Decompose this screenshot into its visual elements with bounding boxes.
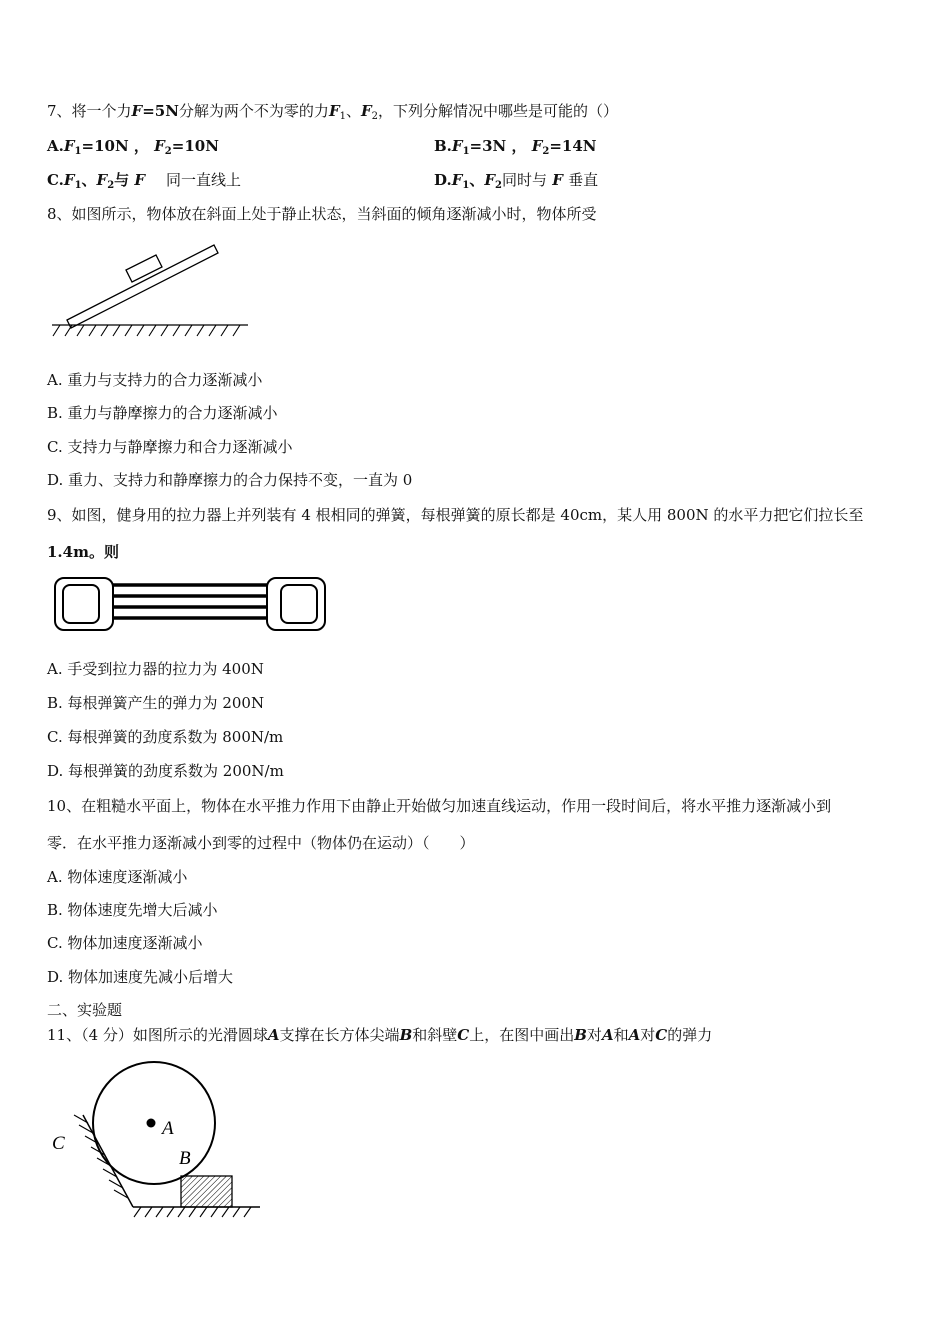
q9-option-c: C. 每根弹簧的劲度系数为 800N/m [47, 728, 284, 746]
sphere-figure [48, 1060, 263, 1220]
q10-option-b: B. 物体速度先增大后减小 [47, 901, 218, 919]
q9-stem-line1: 9、如图，健身用的拉力器上并列装有 4 根相同的弹簧，每根弹簧的原长都是 40cm，某人用 800N 的水平力把它们拉长至 [47, 506, 864, 524]
q8-option-d: D. 重力、支持力和静摩擦力的合力保持不变，一直为 0 [47, 471, 413, 489]
incline-plank [67, 245, 218, 328]
inclined-wall [83, 1115, 133, 1207]
ground-hatching [53, 325, 240, 336]
q10-stem-line2: 零．在水平推力逐渐减小到零的过程中（物体仍在运动）（ ） [47, 834, 475, 852]
q9-option-b: B. 每根弹簧产生的弹力为 200N [47, 694, 265, 712]
q7-option-d: $D.F_1$、$F_2$同时与 F 垂直 [434, 171, 599, 191]
q8-stem: 8、如图所示，物体放在斜面上处于静止状态，当斜面的倾角逐渐减小时，物体所受 [47, 205, 597, 223]
q10-option-c: C. 物体加速度逐渐减小 [47, 934, 203, 952]
q10-option-d: D. 物体加速度先减小后增大 [47, 968, 234, 986]
q7-option-a: $A.F_1=10N$ ， $F_2=10N$ [47, 137, 219, 157]
q11-stem: 11、（4 分）如图所示的光滑圆球A支撑在长方体尖端B和斜壁C上，在图中画出B对A和A对C的弹力 [47, 1026, 713, 1044]
floor-hatching [134, 1207, 251, 1217]
spring-expander-figure [53, 576, 329, 634]
incline-figure [50, 240, 252, 340]
label-b: B [179, 1148, 191, 1169]
q7-option-c: $C.F_1$、$F_2$与 F 同一直线上 [47, 171, 241, 191]
q9-stem-line2: 1.4m。则 [47, 543, 119, 561]
q8-option-c: C. 支持力与静摩擦力和合力逐渐减小 [47, 438, 293, 456]
q9-option-d: D. 每根弹簧的劲度系数为 200N/m [47, 762, 284, 780]
label-a: A [162, 1118, 174, 1139]
section-heading: 二、实验题 [47, 1001, 123, 1019]
q7-stem: 7、将一个力F=5N分解为两个不为零的力$F_1$、$F_2$，下列分解情况中哪些是可能的（） [47, 102, 619, 122]
q7-option-b: $B.F_1=3N$ ， $F_2=14N$ [434, 137, 597, 157]
sphere-center-dot [147, 1119, 156, 1128]
q10-option-a: A. 物体速度逐渐减小 [47, 868, 188, 886]
cuboid-block [181, 1176, 232, 1207]
label-c: C [52, 1133, 65, 1154]
q9-option-a: A. 手受到拉力器的拉力为 400N [47, 660, 264, 678]
springs [113, 585, 267, 618]
wall-hatching [74, 1115, 128, 1198]
q8-option-b: B. 重力与静摩擦力的合力逐渐减小 [47, 404, 278, 422]
q8-option-a: A. 重力与支持力的合力逐渐减小 [47, 371, 263, 389]
q10-stem-line1: 10、在粗糙水平面上，物体在水平推力作用下由静止开始做匀加速直线运动，作用一段时间后，将水平推力逐渐减小到 [47, 797, 832, 815]
